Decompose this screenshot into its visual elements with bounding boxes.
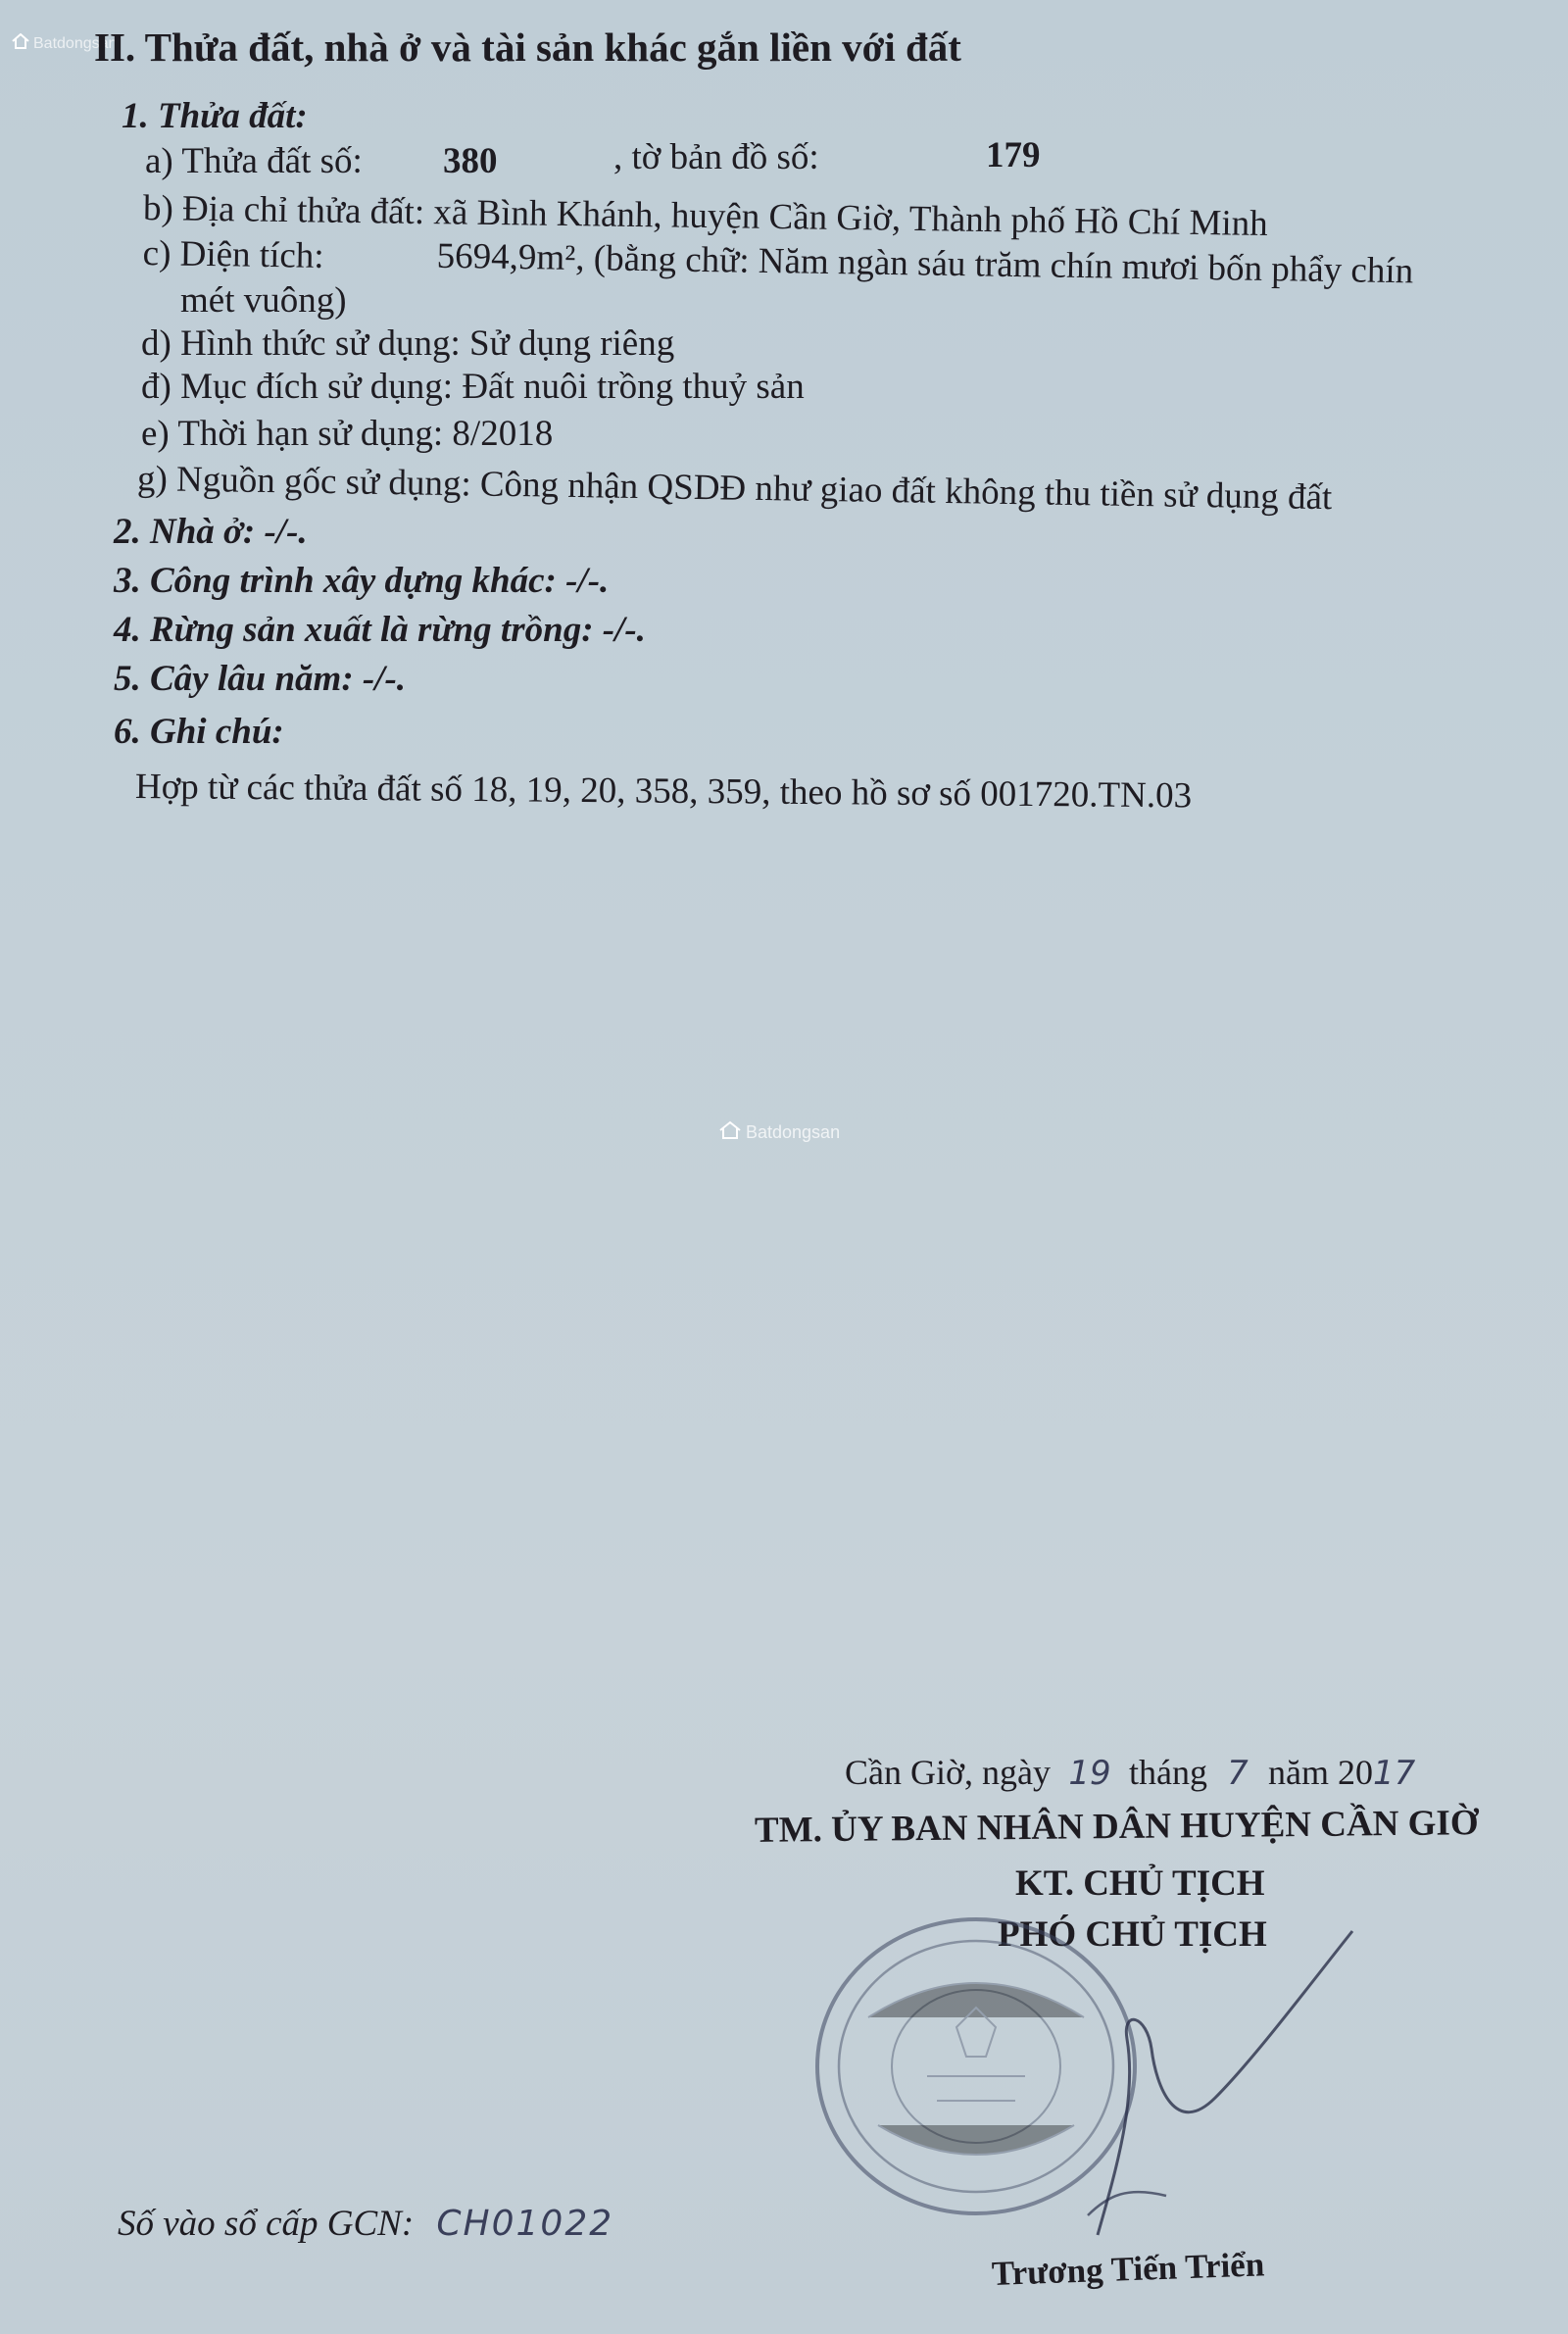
watermark-text: Batdongsan — [746, 1122, 841, 1142]
usage-origin: g) Nguồn gốc sử dụng: Công nhận QSDĐ như giao đất không thu tiền sử dụng đất — [136, 459, 1333, 519]
registry-value: CH01022 — [436, 2204, 614, 2244]
parcel-number-value: 380 — [443, 141, 498, 181]
registry-label: Số vào sổ cấp GCN: — [118, 2204, 415, 2244]
map-sheet-label: , tờ bản đồ số: — [613, 137, 819, 177]
date-year-suffix: 17 — [1372, 1754, 1416, 1793]
usage-form: d) Hình thức sử dụng: Sử dụng riêng — [141, 323, 675, 364]
land-heading: 1. Thửa đất: — [122, 96, 308, 136]
handwritten-signature — [1058, 1921, 1372, 2260]
area-label: c) Diện tích: — [142, 233, 324, 276]
issuing-authority: TM. ỦY BAN NHÂN DÂN HUYỆN CẦN GIỜ — [754, 1803, 1479, 1851]
usage-purpose: đ) Mục đích sử dụng: Đất nuôi trồng thuỷ sản — [141, 367, 805, 407]
date-month: 7 — [1227, 1754, 1249, 1793]
map-sheet-value: 179 — [986, 135, 1041, 175]
construction-item: 3. Công trình xây dựng khác: -/-. — [114, 561, 610, 601]
registry-number-row — [118, 2206, 613, 2242]
notes-heading: 6. Ghi chú: — [114, 712, 284, 752]
signer-title-2: PHÓ CHỦ TỊCH — [998, 1914, 1267, 1955]
date-year-label: năm 20 — [1268, 1753, 1373, 1792]
house-logo-icon — [718, 1120, 742, 1145]
usage-term: e) Thời hạn sử dụng: 8/2018 — [141, 414, 554, 454]
house-logo-icon — [12, 33, 29, 54]
notes-text: Hợp từ các thửa đất số 18, 19, 20, 358, 359, theo hồ sơ số 001720.TN.03 — [134, 767, 1193, 817]
signer-title-1: KT. CHỦ TỊCH — [1015, 1863, 1265, 1904]
date-place-label: Cần Giờ, ngày — [845, 1753, 1052, 1792]
signer-name: Trương Tiến Triển — [991, 2245, 1265, 2293]
house-item: 2. Nhà ở: -/-. — [114, 512, 308, 552]
perennial-trees-item: 5. Cây lâu năm: -/-. — [114, 659, 407, 699]
date-month-label: tháng — [1129, 1753, 1207, 1792]
area-continued: mét vuông) — [180, 280, 347, 321]
watermark-text: Batdongsan — [33, 34, 118, 52]
parcel-address: b) Địa chỉ thửa đất: xã Bình Khánh, huyện Cần Giờ, Thành phố Hồ Chí Minh — [142, 188, 1268, 245]
section-title: II. Thửa đất, nhà ở và tài sản khác gắn liền với đất — [94, 25, 961, 70]
watermark-center — [718, 1120, 840, 1145]
parcel-number-label: a) Thửa đất số: — [145, 141, 363, 181]
forest-item: 4. Rừng sản xuất là rừng trồng: -/-. — [114, 610, 646, 650]
issue-date — [845, 1753, 1416, 1793]
date-day: 19 — [1068, 1754, 1111, 1793]
area-value: 5694,9m², (bằng chữ: Năm ngàn sáu trăm chín mươi bốn phẩy chín — [436, 235, 1414, 292]
